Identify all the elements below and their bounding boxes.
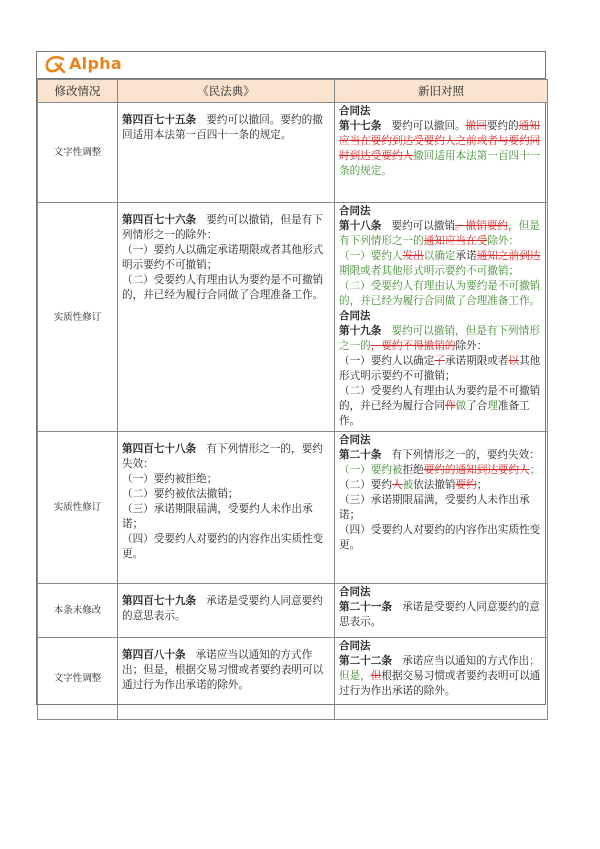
article-number: 第二十二条 bbox=[339, 655, 392, 667]
table-row bbox=[38, 638, 548, 720]
article-item: （二）要约被依法撤销； bbox=[122, 488, 239, 500]
deleted-text: 要约 bbox=[455, 479, 477, 491]
inserted-text: （一）要约人 bbox=[339, 250, 403, 262]
inserted-text: ，但是有下列情形之一的 bbox=[339, 220, 540, 247]
article-number: 第十七条 bbox=[339, 120, 382, 132]
header-row bbox=[38, 80, 548, 103]
article-item: （三）承诺期限届满，受要约人未作出承诺； bbox=[122, 503, 313, 530]
unchanged-text: 要约可以撤回。 bbox=[391, 120, 466, 132]
inserted-text: ； bbox=[529, 464, 541, 476]
article-item: （四）受要约人对要约的内容作出实质性变更。 bbox=[122, 533, 324, 560]
article-number: 第四百七十九条 bbox=[122, 595, 197, 607]
deleted-text: 了 bbox=[434, 355, 445, 367]
article-item: （一）要约人以确定承诺期限或者其他形式明示要约不可撤销； bbox=[122, 244, 324, 271]
source-law-label: 合同法 bbox=[339, 640, 371, 652]
unchanged-text: 承诺期限或者 bbox=[444, 355, 509, 367]
deleted-text: 要约的通知到达要约人 bbox=[423, 464, 530, 476]
unchanged-text: 要约的 bbox=[486, 120, 519, 132]
compare-cell bbox=[335, 432, 548, 584]
unchanged-text: 承诺是受要约人同意要约的意思表示。 bbox=[339, 601, 540, 628]
deleted-text: 通知之前到达 bbox=[476, 250, 541, 262]
article-item: （一）要约被拒绝； bbox=[122, 473, 218, 485]
deleted-text: 以 bbox=[508, 355, 520, 367]
col-header-old-new-compare: 新旧对照 bbox=[335, 80, 548, 103]
civil-code-cell bbox=[118, 638, 335, 720]
change-type-cell: 实质性修订 bbox=[38, 432, 118, 584]
source-law-label: 合同法 bbox=[339, 586, 371, 598]
col-header-change-type: 修改情况 bbox=[38, 80, 118, 103]
change-type-cell: 文字性调整 bbox=[38, 103, 118, 203]
compare-cell bbox=[335, 203, 548, 432]
article-number: 第二十一条 bbox=[339, 601, 392, 613]
article-number: 第四百七十五条 bbox=[122, 114, 197, 126]
inserted-text: ；但是， bbox=[339, 655, 540, 682]
deleted-text: 作 bbox=[444, 400, 456, 412]
article-text: 承诺应当以通知的方式作出；但是，根据交易习惯或者要约表明可以通过行为作出承诺的除外。 bbox=[122, 649, 324, 691]
article-number: 第十九条 bbox=[339, 325, 382, 337]
deleted-text: 人 bbox=[391, 479, 403, 491]
inserted-text: 要约可以撤销，但是有下列情形之一的 bbox=[339, 325, 540, 352]
inserted-text: 以确定 bbox=[423, 250, 456, 262]
article-item: （二）受要约人有理由认为要约是不可撤销的，并已经为履行合同做了合理准备工作。 bbox=[122, 274, 324, 301]
unchanged-text: 了合 bbox=[466, 400, 488, 412]
unchanged-text: 有下列情形之一的，要约失效： bbox=[391, 449, 540, 461]
unchanged-text: 要约可以撤销 bbox=[391, 220, 456, 232]
change-type-cell: 本条未修改 bbox=[38, 584, 118, 638]
inserted-text: 做 bbox=[455, 400, 467, 412]
source-law-label: 合同法 bbox=[339, 105, 371, 117]
unchanged-text: 根据交易习惯或者要约表明可以通过行为作出承诺的除外。 bbox=[339, 670, 541, 697]
unchanged-text: （四）受要约人对要约的内容作出实质性变更。 bbox=[339, 524, 541, 551]
article-number: 第二十条 bbox=[339, 449, 382, 461]
diff-text bbox=[339, 220, 540, 307]
brand-bar bbox=[37, 52, 545, 79]
change-type-cell: 文字性调整 bbox=[38, 638, 118, 720]
inserted-text: （一）要约被 bbox=[339, 464, 403, 476]
article-number: 第四百七十六条 bbox=[122, 214, 197, 226]
source-law-label: 合同法 bbox=[339, 205, 371, 217]
deleted-text: 。撤销要约 bbox=[455, 220, 509, 232]
article-number: 第四百八十条 bbox=[122, 649, 186, 661]
article-text: 要约可以撤销，但是有下列情形之一的除外： bbox=[122, 214, 323, 241]
unchanged-text: 除外： bbox=[455, 340, 488, 352]
deleted-text: 通知应当在要约到达受要约人之前或者与要约同时到达受要约人 bbox=[339, 120, 541, 162]
alpha-logo-icon bbox=[43, 55, 67, 75]
table-row bbox=[38, 584, 548, 638]
article-text: 有下列情形之一的，要约失效： bbox=[122, 443, 323, 470]
inserted-text: 被 bbox=[402, 479, 414, 491]
civil-code-cell bbox=[118, 584, 335, 638]
article-text: 要约可以撤回。要约的撤回适用本法第一百四十一条的规定。 bbox=[122, 114, 323, 141]
comparison-table bbox=[37, 79, 548, 720]
deleted-text: 通知应当在受 bbox=[423, 235, 488, 247]
civil-code-cell bbox=[118, 103, 335, 203]
brand-name: Alpha bbox=[69, 54, 123, 73]
table-row bbox=[38, 103, 548, 203]
unchanged-text: 承诺 bbox=[455, 250, 477, 262]
unchanged-text: （三）承诺期限届满，受要约人未作出承诺； bbox=[339, 494, 530, 521]
source-law-label: 合同法 bbox=[339, 310, 371, 322]
unchanged-text: （二）要约 bbox=[339, 479, 392, 491]
unchanged-text: 拒绝 bbox=[402, 464, 424, 476]
unchanged-text: ； bbox=[476, 479, 488, 491]
unchanged-text: 其他形式明示要约不可撤销； bbox=[339, 355, 541, 382]
unchanged-text: 准备工作。 bbox=[339, 400, 530, 427]
article-comparison-document bbox=[36, 51, 546, 705]
unchanged-text: 承诺应当以通知的方式作出 bbox=[402, 655, 530, 667]
deleted-text: 但 bbox=[370, 670, 382, 682]
civil-code-cell bbox=[118, 432, 335, 584]
col-header-civil-code: 《民法典》 bbox=[118, 80, 335, 103]
table-row bbox=[38, 203, 548, 432]
inserted-text: 撤回适用本法第一百四十一条的规定。 bbox=[339, 150, 541, 177]
article-number: 第四百七十八条 bbox=[122, 443, 197, 455]
compare-cell bbox=[335, 638, 548, 720]
table-row bbox=[38, 432, 548, 584]
deleted-text: ，要约不得撤销的 bbox=[370, 340, 456, 352]
deleted-text: 撤回 bbox=[465, 120, 487, 132]
inserted-text: 理 bbox=[487, 400, 498, 412]
article-number: 第十八条 bbox=[339, 220, 382, 232]
source-law-label: 合同法 bbox=[339, 434, 371, 446]
inserted-text: 期限或者其他形式明示要约不可撤销； bbox=[339, 265, 520, 277]
civil-code-cell bbox=[118, 203, 335, 432]
unchanged-text: （一）要约人以确定 bbox=[339, 355, 435, 367]
inserted-text: （二）受要约人有理由认为要约是不可撤销的，并已经为履行合同做了合理准备工作。 bbox=[339, 280, 541, 307]
deleted-text: 发出 bbox=[402, 250, 424, 262]
compare-cell bbox=[335, 584, 548, 638]
unchanged-text: （二）受要约人有理由认为要约是不可撤销的，并已经为履行合同 bbox=[339, 385, 541, 412]
unchanged-text: 依法撤销 bbox=[413, 479, 456, 491]
article-text: 承诺是受要约人同意要约的意思表示。 bbox=[122, 595, 323, 622]
compare-cell bbox=[335, 103, 548, 203]
diff-text bbox=[339, 449, 540, 551]
inserted-text: 除外： bbox=[487, 235, 520, 247]
diff-text bbox=[339, 325, 540, 427]
change-type-cell: 实质性修订 bbox=[38, 203, 118, 432]
